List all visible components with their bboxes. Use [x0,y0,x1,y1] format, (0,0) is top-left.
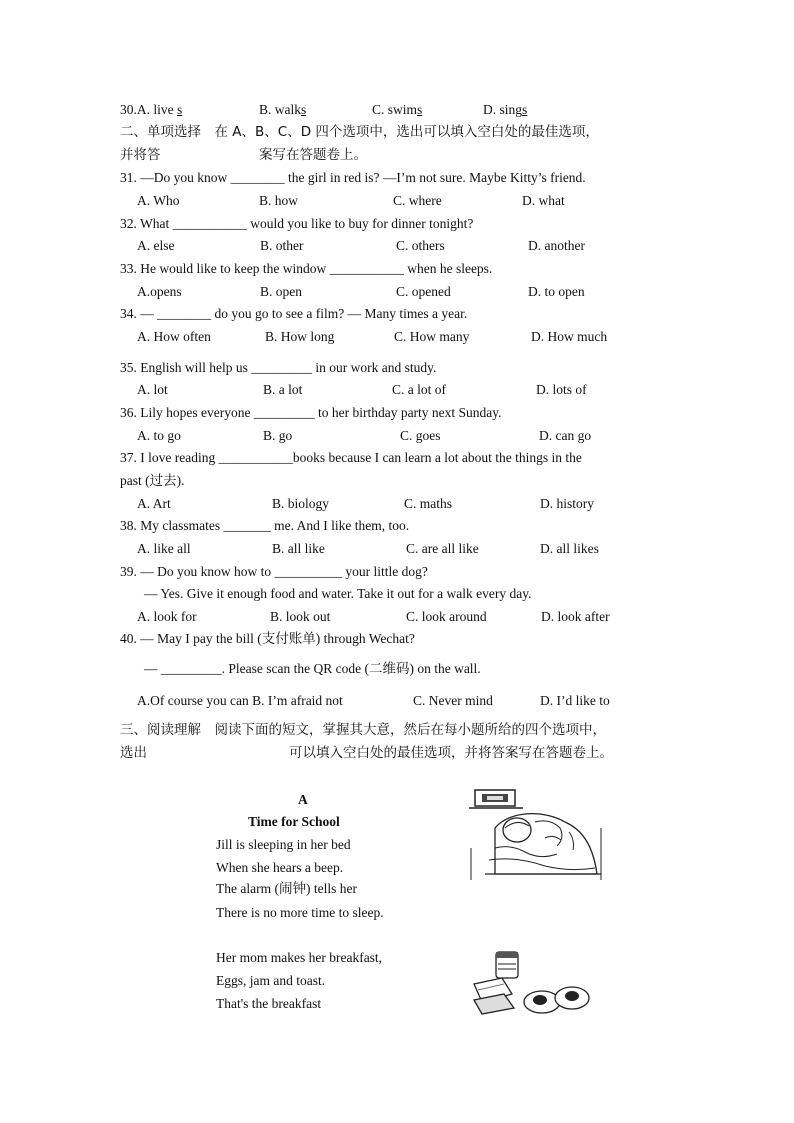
section2-instruction-line1: 二、单项选择 在 A、B、C、D 四个选项中，选出可以填入空白处的最佳选项， [120,124,599,140]
q34-option-a: A. How often [137,329,211,344]
poem-line: Jill is sleeping in her bed [216,837,351,852]
poem-line: When she hears a beep. [216,860,344,875]
section3-instruction-line2a: 选出 [120,745,147,761]
q38-option-d: D. all likes [540,541,599,556]
q37-option-a: A. Art [137,496,171,511]
q39-option-a: A. look for [137,609,197,624]
q31-option-a: A. Who [137,193,180,208]
q33-option-a: A.opens [137,284,182,299]
q40-option-a-b: A.Of course you can B. I’m afraid not [137,693,343,708]
q32-option-d: D. another [528,238,585,253]
q38-stem: 38. My classmates _______ me. And I like them, too. [120,518,410,533]
poem-line: The alarm (闹钟) tells her [216,881,357,896]
q40-option-c: C. Never mind [413,693,493,708]
q38-option-c: C. are all like [406,541,479,556]
sleeping-girl-illustration [465,788,605,886]
q31-stem: 31. —Do you know ________ the girl in red is? —I’m not sure. Maybe Kitty’s friend. [120,170,586,185]
q35-option-c: C. a lot of [392,382,446,397]
q37-stem: 37. I love reading ___________books because I can learn a lot about the things in the [120,450,582,465]
q30-option-a: 30.A. live [120,102,177,117]
q35-option-a: A. lot [137,382,168,397]
q33-option-b: B. open [260,284,302,299]
section2-instruction-line2a: 并将答 [120,147,161,163]
q40-option-d: D. I’d like to [540,693,610,708]
q36-stem: 36. Lily hopes everyone _________ to her birthday party next Sunday. [120,405,502,420]
q34-option-d: D. How much [531,329,608,344]
q35-option-b: B. a lot [263,382,303,397]
poem-line: Eggs, jam and toast. [216,973,326,988]
q35-stem: 35. English will help us _________ in our work and study. [120,360,437,375]
q39-option-c: C. look around [406,609,487,624]
q37-stem-cont: past (过去). [120,473,185,488]
q33-option-d: D. to open [528,284,585,299]
q34-option-b: B. How long [265,329,335,344]
q35-option-d: D. lots of [536,382,587,397]
poem-line: That's the breakfast [216,996,322,1011]
q36-option-d: D. can go [539,428,592,443]
q40-stem: 40. — May I pay the bill (支付账单) through Wechat? [120,631,415,646]
passage-label: A [298,792,308,807]
q36-option-c: C. goes [400,428,441,443]
q36-option-a: A. to go [137,428,181,443]
q30-option-b: B. walk [259,102,301,117]
q36-option-b: B. go [263,428,293,443]
q31-option-c: C. where [393,193,442,208]
q33-option-c: C. opened [396,284,451,299]
q37-option-c: C. maths [404,496,453,511]
q30-option-d: D. sing [483,102,523,117]
q33-stem: 33. He would like to keep the window ___________ when he sleeps. [120,261,493,276]
q32-option-b: B. other [260,238,304,253]
q40-stem-cont: — _________. Please scan the QR code (二维码) on the wall. [144,661,481,676]
q37-option-d: D. history [540,496,594,511]
q32-option-a: A. else [137,238,175,253]
q38-option-b: B. all like [272,541,325,556]
q32-stem: 32. What ___________ would you like to buy for dinner tonight? [120,216,474,231]
q31-option-b: B. how [259,193,299,208]
q39-option-b: B. look out [270,609,331,624]
q39-stem: 39. — Do you know how to __________ your little dog? [120,564,428,579]
q37-option-b: B. biology [272,496,330,511]
poem-line: There is no more time to sleep. [216,905,384,920]
passage-title: Time for School [248,814,340,829]
section3-instruction-line1: 三、阅读理解 阅读下面的短文，掌握其大意，然后在每小题所给的四个选项中， [120,722,606,738]
section2-instruction-line2b: 案写在答题卷上。 [259,147,367,163]
q31-option-d: D. what [522,193,565,208]
poem-line: Her mom makes her breakfast, [216,950,383,965]
q30-option-c: C. swim [372,102,418,117]
q32-option-c: C. others [396,238,445,253]
q38-option-a: A. like all [137,541,191,556]
q34-stem: 34. — ________ do you go to see a film? — Many times a year. [120,306,468,321]
q39-stem-cont: — Yes. Give it enough food and water. Take it out for a walk every day. [144,586,532,601]
q34-option-c: C. How many [394,329,470,344]
section3-instruction-line2b: 可以填入空白处的最佳选项，并将答案写在答题卷上。 [289,745,613,761]
breakfast-illustration [468,950,592,1018]
q39-option-d: D. look after [541,609,610,624]
